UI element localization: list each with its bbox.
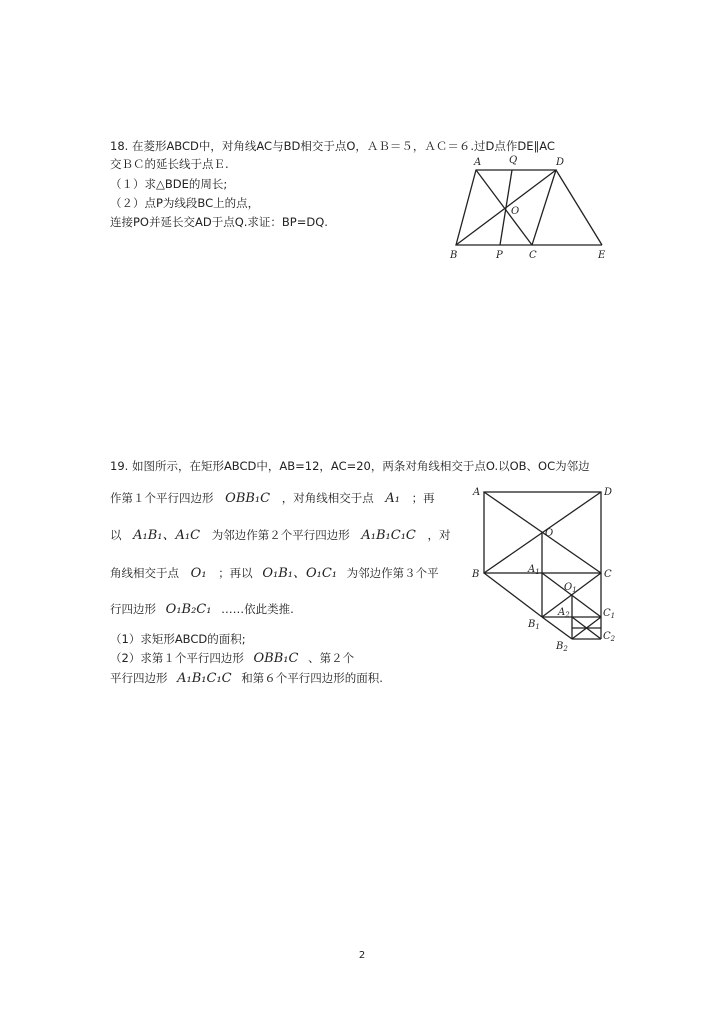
q19-line-6: （1）求矩形ABCD的面积; <box>110 632 246 646</box>
label-C: C <box>529 250 537 261</box>
text: ，对角线相交于点 <box>281 491 374 505</box>
label-letter: A <box>558 607 566 618</box>
label-P: P <box>496 250 503 261</box>
math-O1B2C1: O₁B₂C₁ <box>165 602 212 617</box>
label-D: D <box>556 157 565 168</box>
text: 为邻边作第２个平行四边形 <box>211 528 350 542</box>
label-subscript: 1 <box>535 568 540 576</box>
label-A: A <box>474 157 482 168</box>
label-subscript: 1 <box>610 612 616 620</box>
label-Q: Q <box>509 155 518 166</box>
label-letter: O <box>564 582 573 593</box>
label-letter: B <box>556 641 564 652</box>
q18-line-3: （１）求△BDE的周长; <box>110 177 228 191</box>
text: ……依此类推. <box>221 602 294 616</box>
q19-line-3 <box>110 527 451 544</box>
q19-line-2 <box>110 490 435 507</box>
q18-line-2: 交ＢＣ的延长线于点Ｅ. <box>110 157 229 171</box>
math-A1B1-A1C: A₁B₁、A₁C <box>133 528 201 543</box>
q19-line-7 <box>110 650 354 667</box>
label-subscript: 2 <box>563 645 568 653</box>
label-O: O <box>511 206 520 217</box>
q19-line-5 <box>110 601 294 618</box>
text: 、第２个 <box>308 651 355 665</box>
q18-line-1: 18. 在菱形ABCD中，对角线AC与BD相交于点O，ＡＢ＝５，ＡＣ＝６.过D点作DE∥AC <box>110 139 555 153</box>
math-OBB1C: OBB₁C <box>225 491 271 506</box>
label-subscript: 2 <box>610 635 616 643</box>
text: 行四边形 <box>110 602 156 616</box>
label-B: B <box>472 569 480 580</box>
text: 为邻边作第３个平 <box>346 566 439 580</box>
q19-line-8 <box>110 670 383 687</box>
label-O: O <box>545 528 554 539</box>
label-E: E <box>598 250 606 261</box>
label-B2 <box>555 641 568 653</box>
label-subscript: 1 <box>535 623 540 631</box>
label-letter: C <box>603 608 611 619</box>
q18-line-5: 连接PO并延长交AD于点Q.求证：BP=DQ. <box>110 215 328 229</box>
label-D: D <box>604 487 613 498</box>
text: 作第１个平行四边形 <box>110 491 214 505</box>
label-B: B <box>450 250 458 261</box>
label-subscript: 1 <box>572 586 577 594</box>
label-A2 <box>557 607 570 619</box>
text: ；再 <box>411 491 435 505</box>
math-OBB1C: OBB₁C <box>253 651 299 666</box>
label-letter: B <box>528 619 536 630</box>
figure-19-rectangle-parallelograms <box>468 480 618 655</box>
text: 平行四边形 <box>110 671 168 685</box>
text: （2）求第１个平行四边形 <box>110 651 244 665</box>
math-A1B1C1C: A₁B₁C₁C <box>177 671 232 686</box>
label-O1 <box>564 582 577 594</box>
label-C1 <box>603 608 615 620</box>
label-C: C <box>604 569 612 580</box>
q18-line-4: （２）点P为线段BC上的点， <box>110 196 260 210</box>
label-letter: C <box>603 631 611 642</box>
math-O1B1-O1C1: O₁B₁、O₁C₁ <box>262 566 338 581</box>
text: ；再以 <box>218 566 253 580</box>
q19-line-4 <box>110 565 439 582</box>
text: 以 <box>110 528 122 542</box>
math-A1: A₁ <box>385 491 401 506</box>
label-C2 <box>603 631 616 643</box>
label-A: A <box>473 487 481 498</box>
figure-18-rhombus <box>444 152 614 262</box>
math-O1: O₁ <box>190 566 207 581</box>
q19-line-1: 19. 如图所示，在矩形ABCD中，AB=12，AC=20，两条对角线相交于点O.以OB、OC为邻边 <box>110 459 590 473</box>
math-A1B1C1C: A₁B₁C₁C <box>361 528 416 543</box>
text: 角线相交于点 <box>110 566 179 580</box>
label-A1 <box>527 564 540 576</box>
text: 和第６个平行四边形的面积. <box>241 671 383 685</box>
label-B1 <box>527 619 540 631</box>
text: ，对 <box>427 528 451 542</box>
label-letter: A <box>528 564 536 575</box>
page-number: 2 <box>358 950 366 961</box>
label-subscript: 2 <box>565 611 570 619</box>
